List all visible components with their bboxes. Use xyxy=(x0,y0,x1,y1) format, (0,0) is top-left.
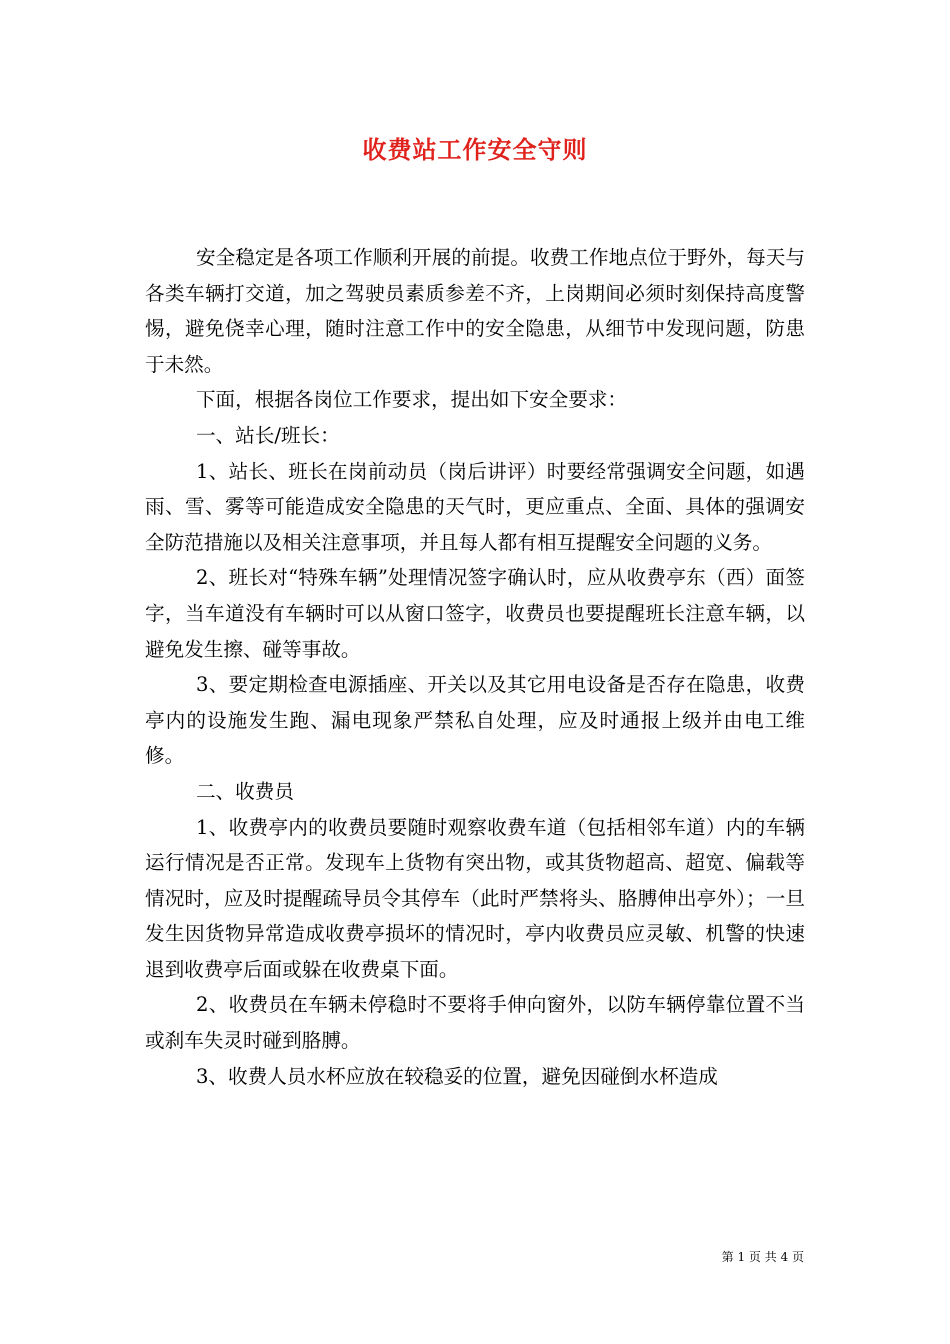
section-heading: 一、站长/班长： xyxy=(195,423,340,447)
page-number: 第 1 页 共 4 页 xyxy=(721,1250,804,1264)
paragraph: 2、收费员在车辆未停稳时不要将手伸向窗外，以防车辆停靠位置不当或刹车失灵时碰到胳膊。 xyxy=(145,993,805,1053)
paragraph: 安全稳定是各项工作顺利开展的前提。收费工作地点位于野外，每天与各类车辆打交道，加之驾驶员素质参差不齐，上岗期间必须时刻保持高度警惕，避免侥幸心理，随时注意工作中的安全隐患，从细节中发现问题，防患于未然。 xyxy=(145,246,805,376)
paragraph: 2、班长对“特殊车辆”处理情况签字确认时，应从收费亭东（西）面签字，当车道没有车辆时可以从窗口签字，收费员也要提醒班长注意车辆，以避免发生擦、碰等事故。 xyxy=(145,566,805,661)
paragraph: 3、收费人员水杯应放在较稳妥的位置，避免因碰倒水杯造成 xyxy=(195,1064,718,1088)
document-body xyxy=(145,240,805,1094)
paragraph: 1、收费亭内的收费员要随时观察收费车道（包括相邻车道）内的车辆运行情况是否正常。发现车上货物有突出物，或其货物超高、超宽、偏载等情况时，应及时提醒疏导员令其停车（此时严禁将头、胳膊伸出亭外）；一旦发生因货物异常造成收费亭损坏的情况时，亭内收费员应灵敏、机警的快速退到收费亭后面或躲在收费桌下面。 xyxy=(145,815,805,981)
paragraph: 下面，根据各岗位工作要求，提出如下安全要求： xyxy=(195,388,628,412)
section-heading: 二、收费员 xyxy=(195,779,294,803)
paragraph: 3、要定期检查电源插座、开关以及其它用电设备是否存在隐患，收费亭内的设施发生跑、漏电现象严禁私自处理，应及时通报上级并由电工维修。 xyxy=(145,673,805,768)
paragraph: 1、站长、班长在岗前动员（岗后讲评）时要经常强调安全问题，如遇雨、雪、雾等可能造成安全隐患的天气时，更应重点、全面、具体的强调安全防范措施以及相关注意事项，并且每人都有相互提醒安全问题的义务。 xyxy=(145,459,805,554)
document-title: 收费站工作安全守则 xyxy=(362,135,588,164)
